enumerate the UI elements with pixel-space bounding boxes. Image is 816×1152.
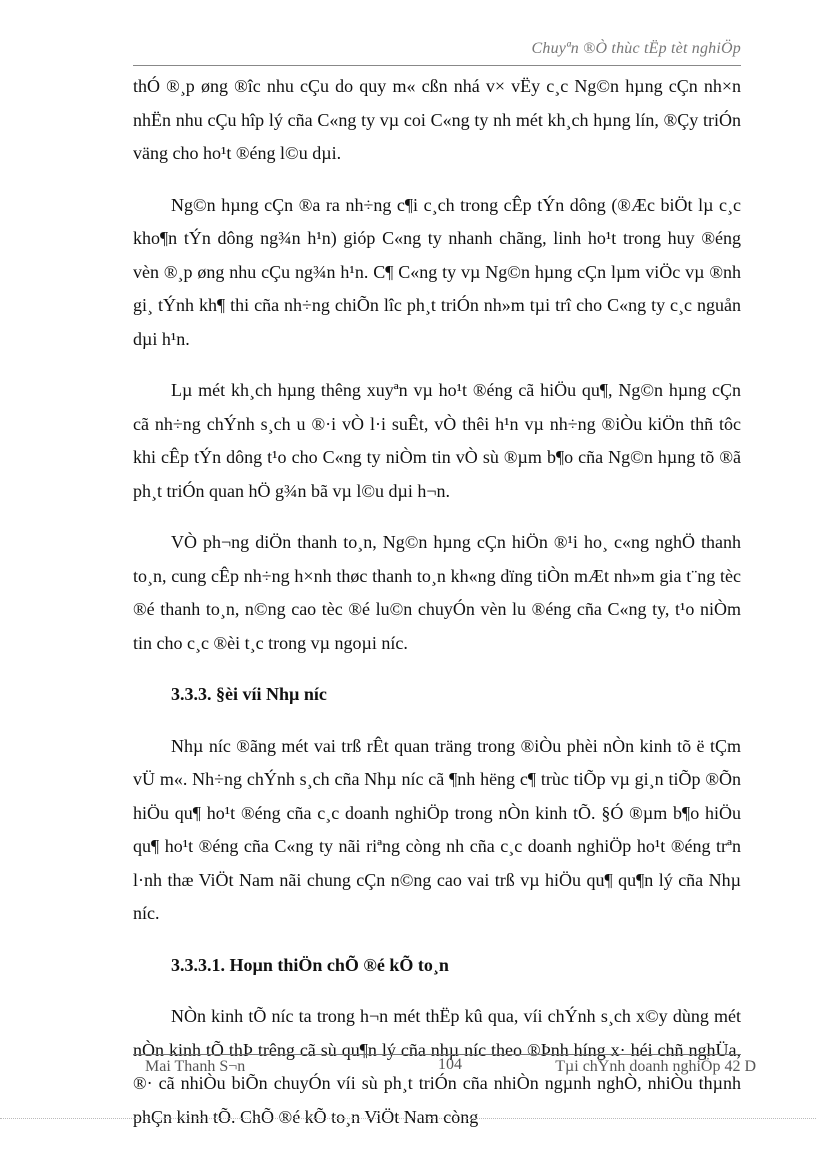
paragraph-continued: thÓ ®¸p øng ®îc nhu cÇu do quy m« cßn nhá v× vËy c¸c Ng©n hµng cÇn nh×n nhËn nhu cÇu hîp lý cña C«ng ty vµ coi C«ng ty nh mét kh¸ch hµng lín, ®Çy triÓn väng cho ho¹t ®éng l©u dµi. [133, 76, 741, 163]
header-rule [133, 65, 741, 66]
page-edge [0, 1118, 816, 1119]
page-body [133, 70, 741, 1152]
footer-author: Mai Thanh S¬n [145, 1058, 246, 1075]
paragraph-economy: NÒn kinh tÕ níc ta trong h¬n mét thËp kû qua, víi chÝnh s¸ch x©y dùng mét nÒn kinh tÕ thÞ trêng cã sù qu¶n lý cña nhµ níc theo ®Þnh híng x· héi chñ nghÜa, ®· cã nhiÒu biÕn chuyÓn víi sù ph¸t triÓn cña nhiÒn ngµnh nghÒ, nhiÒu thµnh phÇn kinh tÕ. ChÕ ®é kÕ to¸n ViÖt Nam còng [133, 1006, 741, 1127]
paragraph-regular-customer: Lµ mét kh¸ch hµng thêng xuyªn vµ ho¹t ®éng cã hiÖu qu¶, Ng©n hµng cÇn cã nh÷ng chÝnh s¸ch u ®·i vÒ l·i suÊt, vÒ thêi h¹n vµ nh÷ng ®iÒu kiÖn thñ tôc khi cÊp tÝn dông t¹o cho C«ng ty niÒm tin vÒ sù ®µm b¶o cña Ng©n hµng tõ ®ã ph¸t triÓn quan hÖ g¾n bã vµ l©u dµi h¬n. [133, 380, 741, 501]
page-number: 104 [438, 1056, 462, 1073]
section-heading: 3.3.3. §èi víi Nhµ níc [171, 684, 327, 704]
subsection-heading: 3.3.3.1. Hoµn thiÖn chÕ ®é kÕ to¸n [171, 954, 449, 975]
paragraph-payment: VÒ ph¬ng diÖn thanh to¸n, Ng©n hµng cÇn hiÖn ®¹i ho¸ c«ng nghÖ thanh to¸n, cung cÊp nh÷ng h×nh thøc thanh to¸n kh«ng dïng tiÒn mÆt nh»m gia t¨ng tèc ®é thanh to¸n, n©ng cao tèc ®é lu©n chuyÓn vèn lu ®éng cña C«ng ty, t¹o niÒm tin cho c¸c ®èi t¸c trong vµ ngoµi níc. [133, 532, 741, 653]
footer-class: Tµi chÝnh doanh nghiÖp 42 D [555, 1058, 756, 1075]
running-header: Chuyªn ®Ò thùc tËp tèt nghiÖp [531, 40, 741, 57]
paragraph-state-role: Nhµ níc ®ãng mét vai trß rÊt quan träng trong ®iÒu phèi nÒn kinh tõ ë tÇm vÜ m«. Nh÷ng chÝnh s¸ch cña Nhµ níc cã ¶nh hëng c¶ trùc tiÕp vµ gi¸n tiÕp ®Õn hiÖu qu¶ ho¹t ®éng cña c¸c doanh nghiÖp trong nÒn kinh tÕ. §Ó ®µm b¶o hiÖu qu¶ ho¹t ®éng cña C«ng ty nãi riªng còng nh cña c¸c doanh nghiÖp ho¹t ®éng trªn l·nh thæ ViÖt Nam nãi chung cÇn n©ng cao vai trß vµ hiÖu qu¶ qu¶n lý cña Nhµ níc. [133, 735, 741, 923]
footer-rule [133, 1054, 741, 1055]
paragraph-bank-reform: Ng©n hµng cÇn ®a ra nh÷ng c¶i c¸ch trong cÊp tÝn dông (®Æc biÖt lµ c¸c kho¶n tÝn dông ng¾n h¹n) gióp C«ng ty nhanh chãng, linh ho¹t trong huy ®éng vèn ®¸p øng nhu cÇu ng¾n h¹n. C¶ C«ng ty vµ Ng©n hµng cÇn lµm viÖc vµ ®nh gi¸ tÝnh kh¶ thi cña nh÷ng chiÕn lîc ph¸t triÓn nh»m tµi trî cho C«ng ty c¸c nguån dµi h¹n. [133, 194, 741, 349]
